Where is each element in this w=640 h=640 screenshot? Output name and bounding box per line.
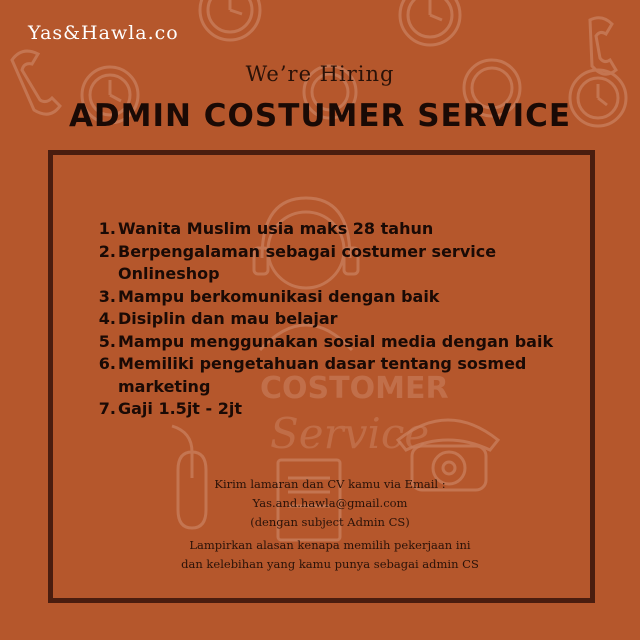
requirement-number: 5. [98, 331, 116, 351]
clock-icon [400, 0, 460, 45]
requirement-text: Berpengalaman sebagai costumer service Onlineshop [118, 241, 497, 283]
requirement-item [88, 286, 558, 309]
requirement-item [88, 331, 558, 354]
application-instructions [150, 475, 510, 574]
apply-email: Yas.and.hawla@gmail.com [252, 496, 408, 510]
apply-note-line: Lampirkan alasan kenapa memilih pekerjaan ini [189, 538, 471, 552]
requirement-text: Disiplin dan mau belajar [118, 309, 338, 328]
requirement-number: 4. [98, 309, 116, 328]
requirement-item [88, 353, 558, 398]
requirement-text: Memiliki pengetahuan dasar tentang sosmed marketing [118, 354, 527, 396]
requirement-item [88, 218, 558, 241]
requirement-item [88, 308, 558, 331]
watermark-text-costomer: COSTOMER [260, 371, 449, 406]
watermark-text-service: Service [270, 409, 430, 458]
requirement-text: Mampu berkomunikasi dengan baik [118, 286, 440, 306]
requirement-number: 1. [98, 219, 116, 238]
apply-subject-note: (dengan subject Admin CS) [250, 515, 410, 529]
apply-note-line: dan kelebihan yang kamu punya sebagai admin CS [181, 557, 479, 571]
requirement-text: Mampu menggunakan sosial media dengan baik [118, 331, 554, 351]
requirement-text: Wanita Muslim usia maks 28 tahun [118, 219, 434, 238]
clock-icon [200, 0, 260, 40]
requirement-item [88, 398, 558, 421]
requirement-number: 2. [98, 241, 116, 261]
apply-instruction-line: Kirim lamaran dan CV kamu via Email : [214, 477, 446, 491]
requirement-number: 7. [98, 399, 116, 418]
hiring-kicker: We’re Hiring [245, 62, 395, 86]
requirements-list [88, 218, 558, 421]
requirement-item [88, 241, 558, 286]
requirement-number: 3. [98, 286, 116, 306]
brand-logo: Yas&Hawla.co [28, 22, 179, 44]
requirement-number: 6. [98, 354, 116, 373]
job-title: ADMIN COSTUMER SERVICE [68, 98, 572, 134]
requirement-text: Gaji 1.5jt - 2jt [118, 399, 242, 418]
